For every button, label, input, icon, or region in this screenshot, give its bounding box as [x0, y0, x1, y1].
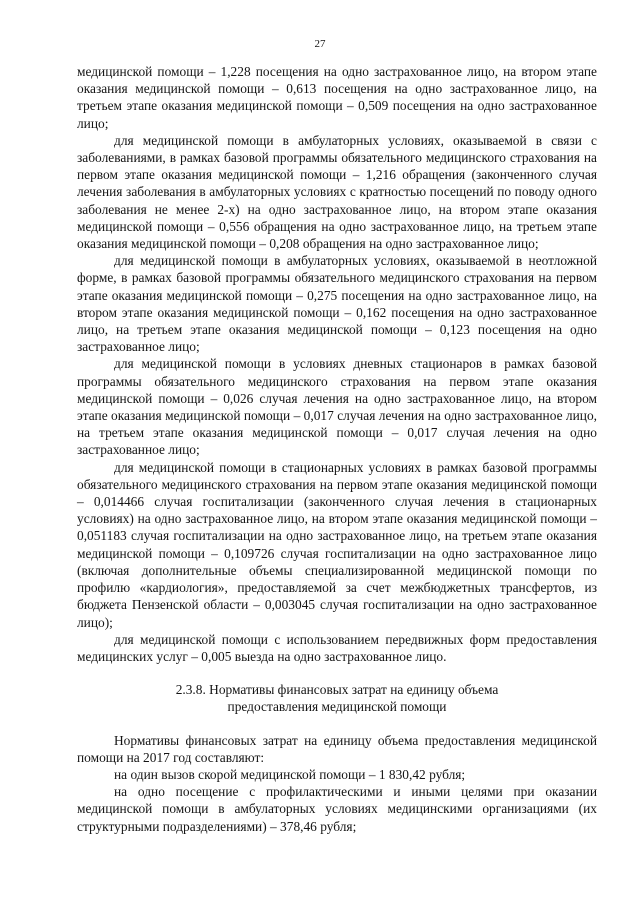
- paragraph: на одно посещение с профилактическими и иными целями при оказании медицинской помощи в амбулаторных условиях медицинскими организациями (их структурными подразделениями) – 378,46 рубля;: [77, 784, 597, 834]
- paragraph: медицинской помощи – 1,228 посещения на одно застрахованное лицо, на втором этапе оказания медицинской помощи – 0,613 посещения на одно застрахованное лицо, на третьем этапе оказания медицинской помощи – 0,509 посещения на одно застрахованное лицо;: [77, 64, 597, 131]
- paragraph: для медицинской помощи в условиях дневных стационаров в рамках базовой программы обязательного медицинского страхования на первом этапе оказания медицинской помощи – 0,026 случая лечения на одно застрахованное лицо, на втором этапе оказания медицинской помощи – 0,017 случая лечения на одно застрахованное лицо, на третьем этапе оказания медицинской помощи – 0,017 случая лечения на одно застрахованное лицо;: [77, 356, 597, 458]
- paragraph: для медицинской помощи в амбулаторных условиях, оказываемой в связи с заболеваниями, в рамках базовой программы обязательного медицинского страхования на первом этапе оказания медицинской помощи – 1,216 обращения (законченного случая лечения заболевания в амбулаторных условиях с кратностью посещений по поводу одного заболевания не менее 2-х) на одно застрахованное лицо, на втором этапе оказания медицинской помощи – 0,556 обращения на одно застрахованное лицо, на третьем этапе оказания медицинской помощи – 0,208 обращения на одно застрахованное лицо;: [77, 132, 597, 252]
- paragraph: Нормативы финансовых затрат на единицу объема предоставления медицинской помощи на 2017 год составляют:: [77, 732, 597, 765]
- paragraph: для медицинской помощи в амбулаторных условиях, оказываемой в неотложной форме, в рамках базовой программы обязательного медицинского страхования на первом этапе оказания медицинской помощи – 0,275 посещения на одно застрахованное лицо, на втором этапе оказания медицинской помощи – 0,162 посещения на одно застрахованное лицо, на третьем этапе оказания медицинской помощи – 0,123 посещения на одно застрахованное лицо;: [77, 253, 597, 355]
- paragraph: на один вызов скорой медицинской помощи – 1 830,42 рубля;: [114, 766, 466, 782]
- paragraph: для медицинской помощи в стационарных условиях в рамках базовой программы обязательного медицинского страхования на первом этапе оказания медицинской помощи – 0,014466 случая госпитализации (законченного случая лечения в стационарных условиях) на одно застрахованное лицо, на втором этапе оказания медицинской помощи – 0,051183 случая госпитализации на одно застрахованное лицо, на третьем этапе оказания медицинской помощи – 0,109726 случая госпитализации на одно застрахованное лицо (включая дополнительные объемы специализированной медицинской помощи по профилю «кардиология», предоставляемой за счет межбюджетных трансфертов, из бюджета Пензенской области – 0,003045 случая госпитализации на одно застрахованное лицо);: [77, 459, 597, 630]
- paragraph: для медицинской помощи с использованием передвижных форм предоставления медицинских услуг – 0,005 выезда на одно застрахованное лицо.: [77, 631, 597, 664]
- section-heading: [77, 681, 597, 715]
- section-heading-line: предоставления медицинской помощи: [227, 699, 447, 715]
- document-body: [77, 63, 597, 835]
- section-heading-line: 2.3.8. Нормативы финансовых затрат на единицу объема: [175, 682, 499, 698]
- page-number: 27: [314, 38, 326, 50]
